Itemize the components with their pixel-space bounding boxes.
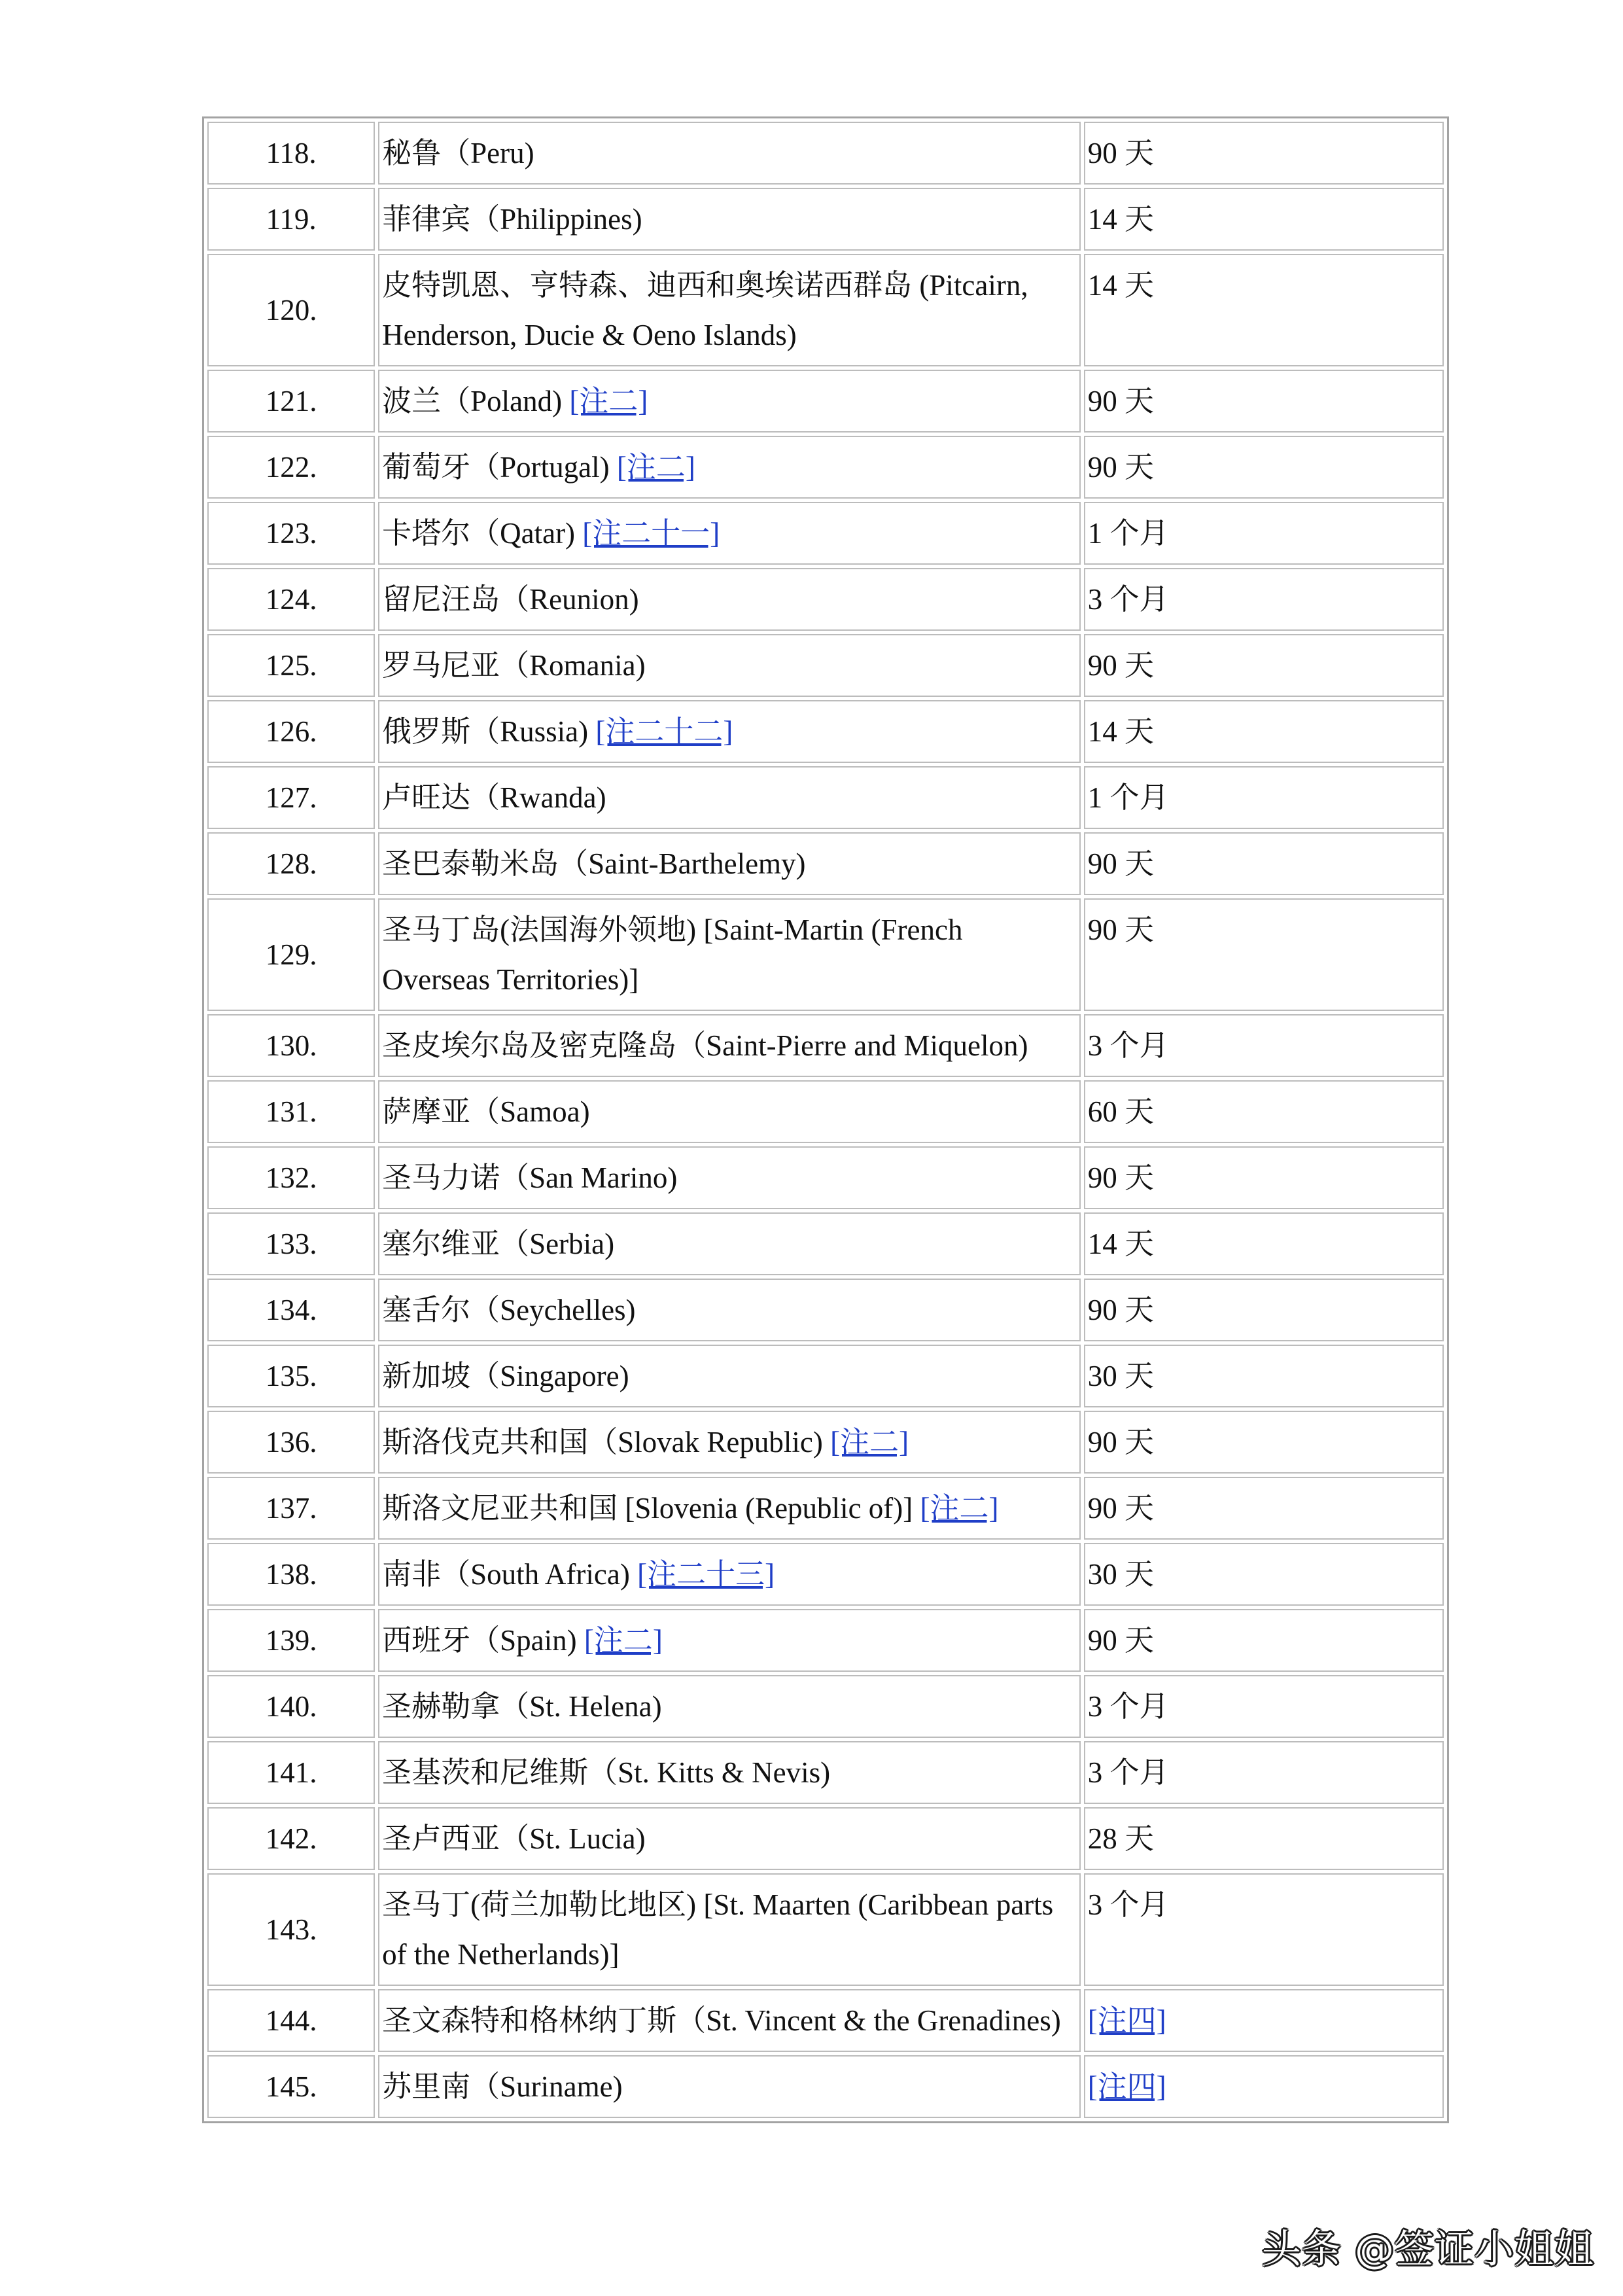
table-row bbox=[207, 898, 1444, 1011]
duration-value: 30 天 bbox=[1087, 1360, 1154, 1392]
duration-cell bbox=[1084, 1477, 1444, 1540]
country-name: 苏里南（Suriname) bbox=[382, 2070, 623, 2103]
country-cell bbox=[378, 1873, 1081, 1986]
row-number: 133. bbox=[207, 1212, 375, 1275]
country-cell bbox=[378, 1477, 1081, 1540]
duration-value: 3 个月 bbox=[1087, 1029, 1169, 1062]
note-link[interactable]: [注二] bbox=[569, 385, 648, 417]
duration-value: 14 天 bbox=[1087, 715, 1154, 748]
country-cell bbox=[378, 766, 1081, 829]
duration-note-link[interactable]: [注四] bbox=[1087, 2004, 1166, 2037]
row-number: 145. bbox=[207, 2055, 375, 2118]
country-name: 葡萄牙（Portugal) bbox=[382, 451, 617, 484]
country-name: 波兰（Poland) bbox=[382, 385, 570, 417]
note-link[interactable]: [注二] bbox=[920, 1492, 999, 1525]
duration-cell bbox=[1084, 832, 1444, 895]
duration-cell bbox=[1084, 1873, 1444, 1986]
country-name: 圣马力诺（San Marino) bbox=[382, 1161, 678, 1194]
country-cell bbox=[378, 1146, 1081, 1209]
country-cell bbox=[378, 2055, 1081, 2118]
country-cell bbox=[378, 188, 1081, 251]
duration-cell bbox=[1084, 898, 1444, 1011]
country-name: 罗马尼亚（Romania) bbox=[382, 649, 646, 682]
country-name: 新加坡（Singapore) bbox=[382, 1360, 629, 1392]
duration-value: 90 天 bbox=[1087, 847, 1154, 880]
duration-cell bbox=[1084, 1989, 1444, 2052]
duration-cell bbox=[1084, 188, 1444, 251]
row-number: 127. bbox=[207, 766, 375, 829]
country-cell bbox=[378, 254, 1081, 366]
duration-value: 3 个月 bbox=[1087, 1756, 1169, 1789]
duration-value: 90 天 bbox=[1087, 385, 1154, 417]
note-link[interactable]: [注二] bbox=[616, 451, 695, 484]
row-number: 142. bbox=[207, 1807, 375, 1870]
table-row bbox=[207, 188, 1444, 251]
duration-cell bbox=[1084, 766, 1444, 829]
row-number: 124. bbox=[207, 568, 375, 631]
country-cell bbox=[378, 1080, 1081, 1143]
row-number: 135. bbox=[207, 1345, 375, 1407]
note-link[interactable]: [注二十一] bbox=[582, 517, 720, 550]
country-cell bbox=[378, 568, 1081, 631]
duration-value: 1 个月 bbox=[1087, 781, 1169, 814]
row-number: 130. bbox=[207, 1014, 375, 1077]
table-row bbox=[207, 1609, 1444, 1672]
row-number: 128. bbox=[207, 832, 375, 895]
row-number: 136. bbox=[207, 1411, 375, 1474]
duration-value: 90 天 bbox=[1087, 649, 1154, 682]
table-row bbox=[207, 634, 1444, 697]
country-name: 斯洛伐克共和国（Slovak Republic) bbox=[382, 1426, 831, 1458]
table-row bbox=[207, 254, 1444, 366]
country-cell bbox=[378, 634, 1081, 697]
duration-value: 28 天 bbox=[1087, 1822, 1154, 1855]
country-cell bbox=[378, 700, 1081, 763]
duration-value: 90 天 bbox=[1087, 1492, 1154, 1525]
row-number: 141. bbox=[207, 1741, 375, 1804]
note-link[interactable]: [注二十三] bbox=[637, 1558, 775, 1591]
table-row bbox=[207, 1014, 1444, 1077]
duration-value: 1 个月 bbox=[1087, 517, 1169, 550]
duration-cell bbox=[1084, 568, 1444, 631]
duration-cell bbox=[1084, 122, 1444, 185]
country-cell bbox=[378, 898, 1081, 1011]
country-name: 留尼汪岛（Reunion) bbox=[382, 583, 639, 616]
duration-cell bbox=[1084, 1014, 1444, 1077]
table-row bbox=[207, 832, 1444, 895]
duration-cell bbox=[1084, 370, 1444, 433]
country-cell bbox=[378, 832, 1081, 895]
table-row bbox=[207, 1741, 1444, 1804]
country-cell bbox=[378, 122, 1081, 185]
country-cell bbox=[378, 1741, 1081, 1804]
duration-cell bbox=[1084, 1146, 1444, 1209]
table-row bbox=[207, 1411, 1444, 1474]
country-cell bbox=[378, 370, 1081, 433]
row-number: 119. bbox=[207, 188, 375, 251]
country-name: 南非（South Africa) bbox=[382, 1558, 638, 1591]
duration-value: 14 天 bbox=[1087, 269, 1154, 302]
duration-cell bbox=[1084, 2055, 1444, 2118]
country-cell bbox=[378, 1345, 1081, 1407]
duration-note-link[interactable]: [注四] bbox=[1087, 2070, 1166, 2103]
duration-value: 90 天 bbox=[1087, 1426, 1154, 1458]
duration-cell bbox=[1084, 1279, 1444, 1341]
duration-value: 90 天 bbox=[1087, 913, 1154, 946]
duration-cell bbox=[1084, 700, 1444, 763]
duration-cell bbox=[1084, 1212, 1444, 1275]
country-cell bbox=[378, 1279, 1081, 1341]
country-name: 俄罗斯（Russia) bbox=[382, 715, 596, 748]
country-name: 圣卢西亚（St. Lucia) bbox=[382, 1822, 646, 1855]
row-number: 118. bbox=[207, 122, 375, 185]
country-cell bbox=[378, 1609, 1081, 1672]
row-number: 126. bbox=[207, 700, 375, 763]
note-link[interactable]: [注二] bbox=[830, 1426, 909, 1458]
table-row bbox=[207, 2055, 1444, 2118]
country-name: 卡塔尔（Qatar) bbox=[382, 517, 583, 550]
table-row bbox=[207, 1212, 1444, 1275]
watermark: 头条 @签证小姐姐 bbox=[1261, 2227, 1594, 2272]
row-number: 122. bbox=[207, 436, 375, 499]
row-number: 123. bbox=[207, 502, 375, 565]
duration-cell bbox=[1084, 1543, 1444, 1606]
table-row bbox=[207, 1989, 1444, 2052]
duration-cell bbox=[1084, 1807, 1444, 1870]
duration-cell bbox=[1084, 1609, 1444, 1672]
row-number: 134. bbox=[207, 1279, 375, 1341]
duration-value: 14 天 bbox=[1087, 203, 1154, 236]
table-row bbox=[207, 1873, 1444, 1986]
row-number: 125. bbox=[207, 634, 375, 697]
country-name: 秘鲁（Peru) bbox=[382, 137, 534, 169]
country-cell bbox=[378, 502, 1081, 565]
country-name: 斯洛文尼亚共和国 [Slovenia (Republic of)] bbox=[382, 1492, 920, 1525]
country-name: 圣赫勒拿（St. Helena) bbox=[382, 1690, 662, 1723]
country-cell bbox=[378, 1543, 1081, 1606]
country-name: 菲律宾（Philippines) bbox=[382, 203, 642, 236]
row-number: 140. bbox=[207, 1675, 375, 1738]
duration-cell bbox=[1084, 634, 1444, 697]
table-row bbox=[207, 1345, 1444, 1407]
table-row bbox=[207, 1080, 1444, 1143]
row-number: 138. bbox=[207, 1543, 375, 1606]
table-row bbox=[207, 436, 1444, 499]
table-row bbox=[207, 1279, 1444, 1341]
duration-cell bbox=[1084, 254, 1444, 366]
duration-value: 90 天 bbox=[1087, 451, 1154, 484]
duration-value: 60 天 bbox=[1087, 1095, 1154, 1128]
country-name: 卢旺达（Rwanda) bbox=[382, 781, 606, 814]
duration-cell bbox=[1084, 1345, 1444, 1407]
row-number: 129. bbox=[207, 898, 375, 1011]
country-name: 圣皮埃尔岛及密克隆岛（Saint-Pierre and Miquelon) bbox=[382, 1029, 1028, 1062]
duration-cell bbox=[1084, 1411, 1444, 1474]
country-name: 圣基茨和尼维斯（St. Kitts & Nevis) bbox=[382, 1756, 831, 1789]
duration-value: 90 天 bbox=[1087, 1624, 1154, 1657]
row-number: 120. bbox=[207, 254, 375, 366]
duration-value: 30 天 bbox=[1087, 1558, 1154, 1591]
visa-duration-table bbox=[202, 116, 1449, 2123]
duration-cell bbox=[1084, 436, 1444, 499]
note-link[interactable]: [注二十二] bbox=[595, 715, 733, 748]
duration-value: 3 个月 bbox=[1087, 1888, 1169, 1921]
duration-cell bbox=[1084, 502, 1444, 565]
country-name: 塞尔维亚（Serbia) bbox=[382, 1227, 615, 1260]
country-cell bbox=[378, 1411, 1081, 1474]
duration-cell bbox=[1084, 1675, 1444, 1738]
duration-value: 90 天 bbox=[1087, 1294, 1154, 1326]
country-cell bbox=[378, 1014, 1081, 1077]
country-cell bbox=[378, 1212, 1081, 1275]
country-cell bbox=[378, 1675, 1081, 1738]
duration-value: 14 天 bbox=[1087, 1227, 1154, 1260]
country-name: 圣巴泰勒米岛（Saint-Barthelemy) bbox=[382, 847, 806, 880]
table-row bbox=[207, 1807, 1444, 1870]
table-row bbox=[207, 1146, 1444, 1209]
country-name: 塞舌尔（Seychelles) bbox=[382, 1294, 636, 1326]
country-name: 萨摩亚（Samoa) bbox=[382, 1095, 590, 1128]
table-row bbox=[207, 122, 1444, 185]
country-cell bbox=[378, 436, 1081, 499]
row-number: 132. bbox=[207, 1146, 375, 1209]
row-number: 139. bbox=[207, 1609, 375, 1672]
row-number: 121. bbox=[207, 370, 375, 433]
table-row bbox=[207, 1543, 1444, 1606]
duration-value: 90 天 bbox=[1087, 137, 1154, 169]
table-row bbox=[207, 568, 1444, 631]
table-row bbox=[207, 700, 1444, 763]
country-name: 圣马丁岛(法国海外领地) [Saint-Martin (French Overseas Territories)] bbox=[382, 913, 963, 996]
table-row bbox=[207, 502, 1444, 565]
table-row bbox=[207, 766, 1444, 829]
row-number: 143. bbox=[207, 1873, 375, 1986]
country-name: 西班牙（Spain) bbox=[382, 1624, 584, 1657]
row-number: 144. bbox=[207, 1989, 375, 2052]
row-number: 137. bbox=[207, 1477, 375, 1540]
note-link[interactable]: [注二] bbox=[584, 1624, 663, 1657]
duration-value: 90 天 bbox=[1087, 1161, 1154, 1194]
duration-value: 3 个月 bbox=[1087, 1690, 1169, 1723]
country-name: 皮特凯恩、亨特森、迪西和奥埃诺西群岛 (Pitcairn, Henderson, Ducie & Oeno Islands) bbox=[382, 269, 1028, 351]
duration-cell bbox=[1084, 1741, 1444, 1804]
country-name: 圣文森特和格林纳丁斯（St. Vincent & the Grenadines) bbox=[382, 2004, 1061, 2037]
duration-value: 3 个月 bbox=[1087, 583, 1169, 616]
table-body bbox=[207, 122, 1444, 2118]
country-cell bbox=[378, 1807, 1081, 1870]
table-row bbox=[207, 1675, 1444, 1738]
country-cell bbox=[378, 1989, 1081, 2052]
country-name: 圣马丁(荷兰加勒比地区) [St. Maarten (Caribbean parts of the Netherlands)] bbox=[382, 1888, 1054, 1971]
row-number: 131. bbox=[207, 1080, 375, 1143]
table-row bbox=[207, 1477, 1444, 1540]
table-row bbox=[207, 370, 1444, 433]
duration-cell bbox=[1084, 1080, 1444, 1143]
